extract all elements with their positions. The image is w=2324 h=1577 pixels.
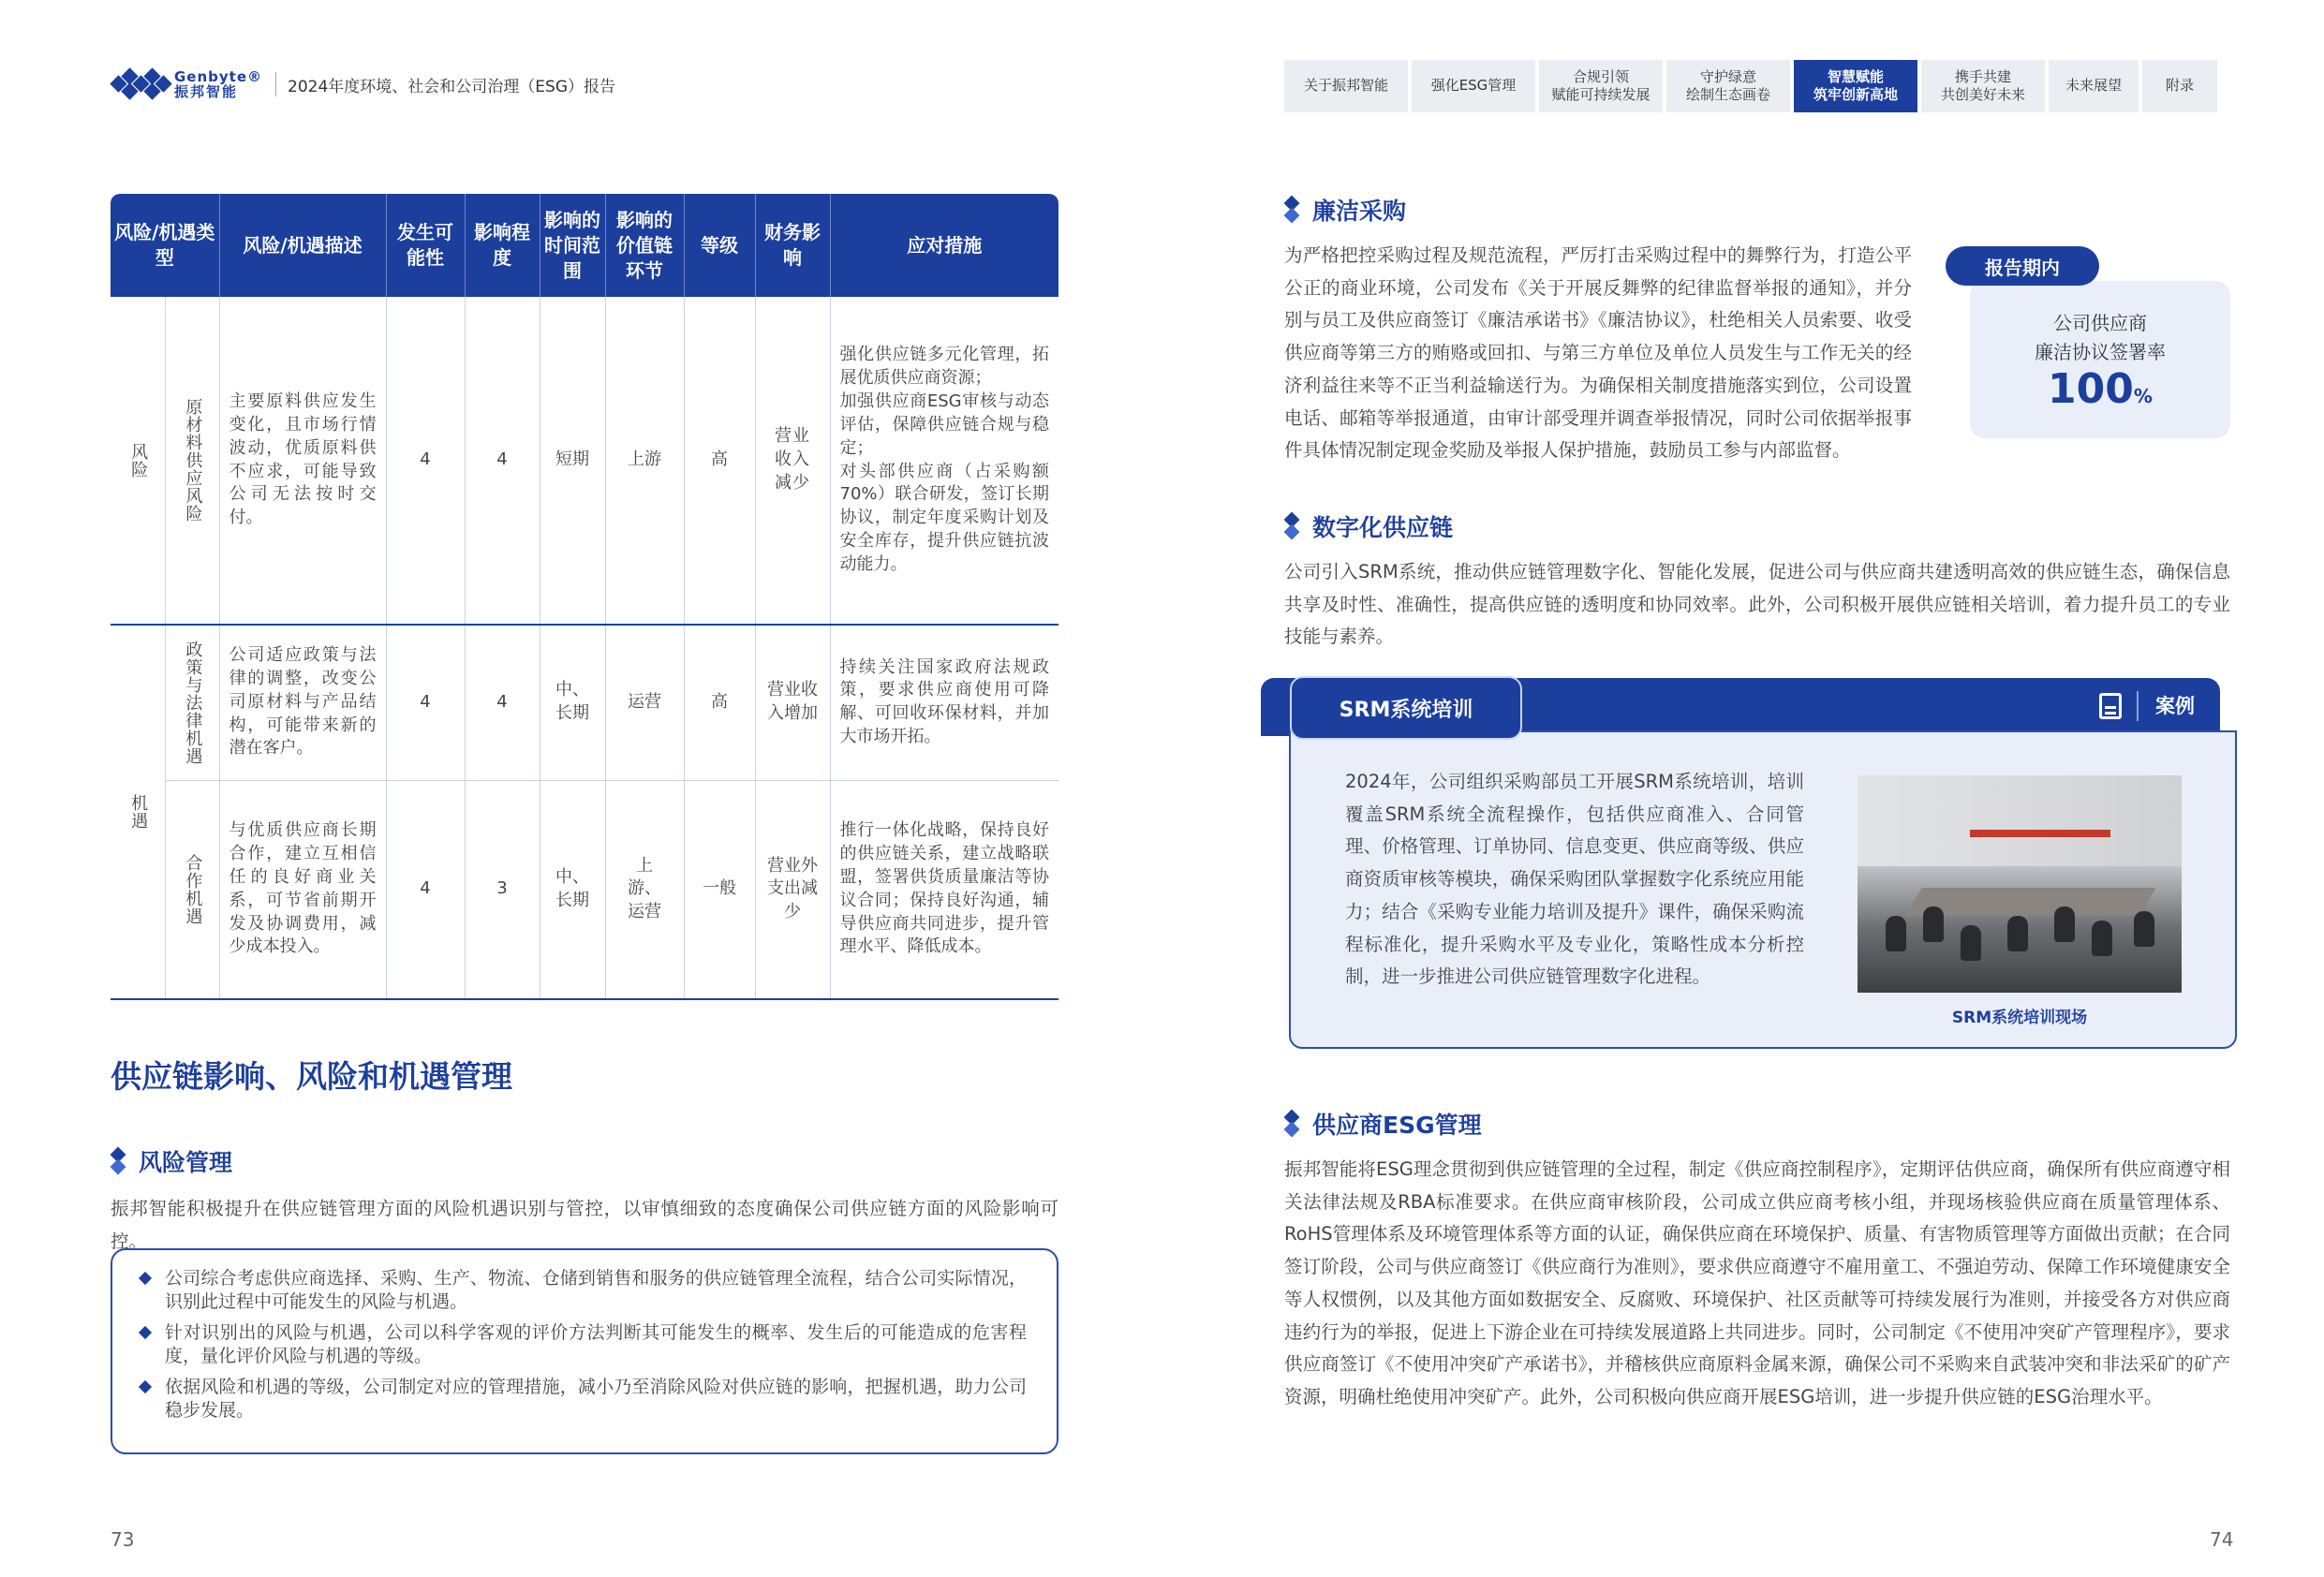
right-page [1162, 0, 2324, 1577]
subtype-cell: 合作机遇 [165, 780, 219, 999]
genbyte-logo-icon [111, 66, 169, 103]
brand-header [111, 66, 615, 103]
diamond-bullet-icon [139, 1272, 152, 1285]
stat-value: 100% [2048, 365, 2153, 413]
finance-cell: 营业收入减少 [755, 297, 830, 625]
impact-cell: 4 [465, 625, 540, 780]
th-desc: 风险/机遇描述 [219, 194, 386, 297]
subsection-clean-procurement: 廉洁采购 [1284, 193, 1406, 227]
tab-outlook[interactable]: 未来展望 [2049, 60, 2139, 112]
th-time: 影响的时间范围 [540, 194, 605, 297]
table-row [111, 625, 1058, 780]
list-item: 针对识别出的风险与机遇，公司以科学客观的评价方法判断其可能发生的概率、发生后的可能造成的危害程度，量化评价风险与机遇的等级。 [139, 1321, 1027, 1368]
subsection-supplier-esg: 供应商ESG管理 [1284, 1107, 1482, 1141]
th-level: 等级 [684, 194, 755, 297]
chain-cell: 运营 [605, 625, 684, 780]
document-icon [2099, 693, 2122, 719]
page-number-left: 73 [111, 1528, 135, 1551]
brand-name-cn: 振邦智能 [174, 83, 239, 100]
likelihood-cell: 4 [386, 297, 465, 625]
finance-cell: 营业外支出减少 [755, 780, 830, 999]
training-photo [1858, 775, 2182, 993]
diamond-bullet-icon [139, 1380, 152, 1393]
diamond-bullet-icon [1284, 198, 1301, 222]
brand-name-en: Genbyte® [174, 67, 263, 85]
subtype-cell: 原材料供应风险 [165, 297, 219, 625]
th-impact: 影响程度 [465, 194, 540, 297]
table-row [111, 297, 1058, 625]
diamond-bullet-icon [139, 1326, 152, 1339]
page-number-right: 74 [2210, 1528, 2234, 1551]
diamond-bullet-icon [1284, 1112, 1301, 1136]
level-cell: 高 [684, 297, 755, 625]
stat-label-2: 廉洁协议签署率 [2035, 341, 2166, 363]
diamond-bullet-icon [111, 1149, 127, 1173]
stat-card [1970, 281, 2230, 438]
list-item: 依据风险和机遇的等级，公司制定对应的管理措施，减小乃至消除风险对供应链的影响，把握机遇，助力公司稳步发展。 [139, 1376, 1027, 1422]
chapter-nav [1284, 60, 2217, 112]
risk-intro-text: 振邦智能积极提升在供应链管理方面的风险机遇识别与管控，以审慎细致的态度确保公司供应链方面的风险影响可控。 [111, 1198, 1058, 1252]
desc-cell: 主要原料供应发生变化，且市场行情波动，优质原料供不应求，可能导致公司无法按时交付。 [219, 297, 386, 625]
tab-about[interactable]: 关于振邦智能 [1284, 60, 1408, 112]
chain-cell: 上游、运营 [605, 780, 684, 999]
measures-cell: 持续关注国家政府法规政策，要求供应商使用可降解、可回收环保材料，并加大市场开拓。 [830, 625, 1058, 780]
digital-supply-chain-text: 公司引入SRM系统，推动供应链管理数字化、智能化发展，促进公司与供应商共建透明高效的供应链生态，确保信息共享及时性、准确性，提高供应链的透明度和协同效率。此外，公司积极开展供应链相关培训，着力提升员工的专业技能与素养。 [1284, 561, 2230, 648]
time-cell: 短期 [540, 297, 605, 625]
stat-label-1: 公司供应商 [2053, 312, 2147, 334]
tab-green[interactable]: 守护绿意 绘制生态画卷 [1666, 60, 1790, 112]
supplier-esg-text: 振邦智能将ESG理念贯彻到供应链管理的全过程，制定《供应商控制程序》，定期评估供应商，确保所有供应商遵守相关法律法规及RBA标准要求。在供应商审核阶段，公司成立供应商考核小组，并现场核验供应商在质量管理体系、RoHS管理体系及环境管理体系等方面的认证，确保供应商在环境保护、质量、有害物质管理等方面做出贡献；在合同签订阶段，公司与供应商签订《供应商行为准则》，要求供应商遵守不雇用童工、不强迫劳动、保障工作环境健康安全等人权惯例，以及其他方面如数据安全、反腐败、环境保护、社区贡献等可持续发展行为准则，并接受各方对供应商违约行为的举报，促进上下游企业在可持续发展道路上共同进步。同时，公司制定《不使用冲突矿产管理程序》，要求供应商签订《不使用冲突矿产承诺书》，并稽核供应商原料金属来源，确保公司不采购来自武装冲突和非法采矿的矿产资源，明确杜绝使用冲突矿产。此外，公司积极向供应商开展ESG培训，进一步提升供应链的ESG治理水平。 [1284, 1158, 2230, 1408]
header-divider [275, 72, 276, 96]
tab-esg-management[interactable]: 强化ESG管理 [1412, 60, 1535, 112]
chain-cell: 上游 [605, 297, 684, 625]
subsection-risk-management: 风险管理 [111, 1144, 232, 1178]
category-cell: 风险 [111, 297, 165, 625]
desc-cell: 与优质供应商长期合作，建立互相信任的良好商业关系，可节省前期开发及协调费用，减少成本投入。 [219, 780, 386, 999]
level-cell: 高 [684, 625, 755, 780]
category-cell: 机遇 [111, 625, 165, 999]
table-header-row [111, 194, 1058, 297]
th-type: 风险/机遇类型 [111, 194, 219, 297]
th-finance: 财务影响 [755, 194, 830, 297]
diamond-bullet-icon [1284, 514, 1301, 538]
subsection-digital-supply-chain: 数字化供应链 [1284, 509, 1453, 543]
tab-innovation[interactable]: 智慧赋能 筑牢创新高地 [1794, 60, 1917, 112]
list-item: 公司综合考虑供应商选择、采购、生产、物流、仓储到销售和服务的供应链管理全流程，结合公司实际情况，识别此过程中可能发生的风险与机遇。 [139, 1267, 1027, 1314]
case-divider [2137, 691, 2139, 721]
photo-caption: SRM系统培训现场 [1951, 1009, 2088, 1027]
likelihood-cell: 4 [386, 780, 465, 999]
measures-cell: 推行一体化战略，保持良好的供应链关系，建立战略联盟，签署供货质量廉洁等协议合同；保持良好沟通，辅导供应商共同进步，提升管理水平、降低成本。 [830, 780, 1058, 999]
risk-bullets-box [111, 1248, 1058, 1454]
desc-cell: 公司适应政策与法律的调整，改变公司原材料与产品结构，可能带来新的潜在客户。 [219, 625, 386, 780]
tab-compliance[interactable]: 合规引领 赋能可持续发展 [1539, 60, 1663, 112]
clean-procurement-text: 为严格把控采购过程及规范流程，严厉打击采购过程中的舞弊行为，打造公平公正的商业环境，公司发布《关于开展反舞弊的纪律监督举报的通知》，并分别与员工及供应商签订《廉洁承诺书》《廉洁协议》，杜绝相关人员索要、收受供应商等第三方的贿赂或回扣、与第三方单位及单位人员发生与工作无关的经济利益往来等不正当利益输送行为。为确保相关制度措施落实到位，公司设置电话、邮箱等举报通道，由审计部受理并调查举报情况，同时公司依据举报事件具体情况制定现金奖励及举报人保护措施，鼓励员工参与内部监督。 [1284, 244, 1912, 462]
subtype-cell: 政策与法律机遇 [165, 625, 219, 780]
impact-cell: 4 [465, 297, 540, 625]
time-cell: 中、长期 [540, 625, 605, 780]
th-chain: 影响的价值链环节 [605, 194, 684, 297]
case-label: 案例 [2155, 695, 2195, 717]
tab-future-together[interactable]: 携手共建 共创美好未来 [1921, 60, 2045, 112]
risk-opportunity-table [111, 194, 1058, 1000]
tab-appendix[interactable]: 附录 [2142, 60, 2217, 112]
table-row [111, 780, 1058, 999]
finance-cell: 营业收入增加 [755, 625, 830, 780]
th-measures: 应对措施 [830, 194, 1058, 297]
time-cell: 中、长期 [540, 780, 605, 999]
case-title: SRM系统培训 [1290, 676, 1522, 740]
measures-cell: 强化供应链多元化管理，拓展优质供应商资源； 加强供应商ESG审核与动态评估，保障供应链合规与稳定； 对头部供应商（占采购额70%）联合研发，签订长期协议，制定年度采购计划及安全库存，提升供应链抗波动能力。 [830, 297, 1058, 625]
th-likelihood: 发生可能性 [386, 194, 465, 297]
likelihood-cell: 4 [386, 625, 465, 780]
report-title: 2024年度环境、社会和公司治理（ESG）报告 [288, 77, 615, 96]
level-cell: 一般 [684, 780, 755, 999]
case-text: 2024年，公司组织采购部员工开展SRM系统培训，培训覆盖SRM系统全流程操作，包括供应商准入、合同管理、价格管理、订单协同、信息变更、供应商等级、供应商资质审核等模块，确保采购团队掌握数字化系统应用能力；结合《采购专业能力培训及提升》课件，确保采购流程标准化，提升采购水平及专业化，策略性成本分析控制，进一步推进公司供应链管理数字化进程。 [1345, 771, 1804, 988]
section-title: 供应链影响、风险和机遇管理 [111, 1058, 512, 1095]
impact-cell: 3 [465, 780, 540, 999]
stat-tag: 报告期内 [1946, 246, 2099, 286]
